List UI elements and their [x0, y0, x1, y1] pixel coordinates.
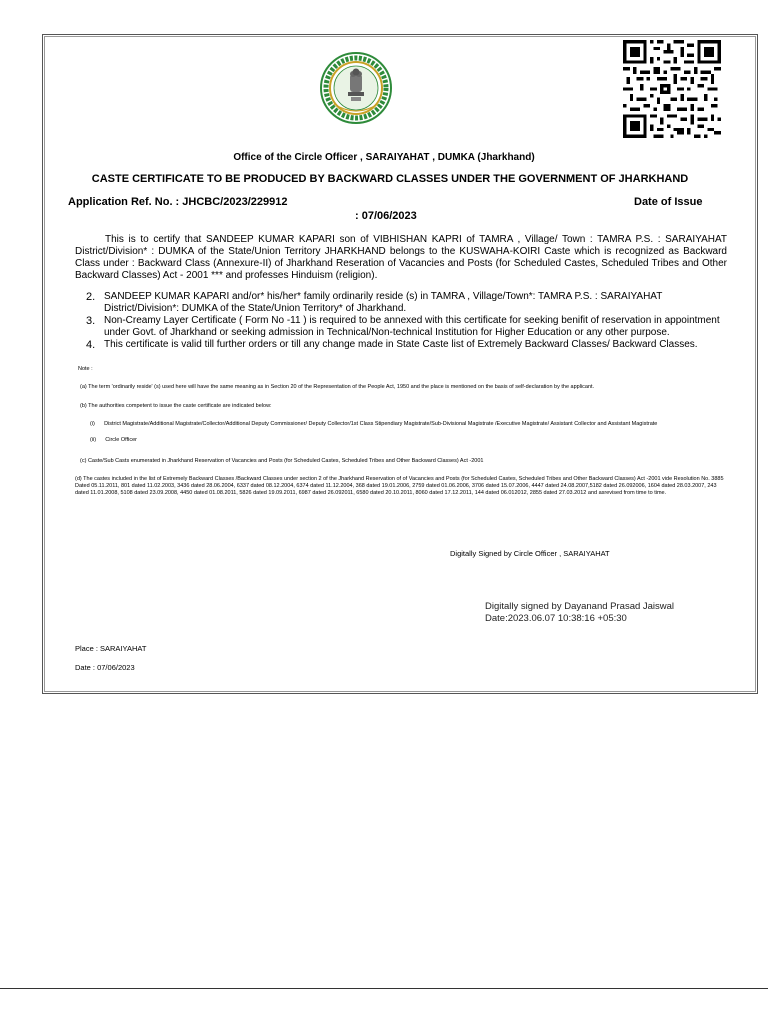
digitally-signed-by: Digitally Signed by Circle Officer , SARAIYAHAT: [450, 549, 610, 558]
note-b-i: [90, 421, 657, 428]
date-of-issue-label: Date of Issue: [634, 196, 703, 208]
note-b-i-number: (i): [90, 421, 95, 427]
clause-number: 4.: [86, 339, 96, 351]
application-ref: Application Ref. No. : JHCBC/2023/229912: [68, 196, 288, 208]
jharkhand-emblem-seal: [320, 52, 392, 124]
note-b: (b) The authorities competent to issue the caste certificate are indicated below:: [80, 403, 272, 409]
clause-number: 2.: [86, 291, 96, 303]
qr-code: [620, 40, 724, 138]
issue-date: Date : 07/06/2023: [75, 663, 135, 672]
clause-item: [86, 291, 726, 315]
note-b-i-text: District Magistrate/Additional Magistrate/Collector/Additional Deputy Commissioner/ Deputy Collector/1st Class Stipendiary Magistrate/Sub-Divisional Magistrate /Executive Magistrate/ Assistant Collector and Assistant Magistrate: [104, 421, 658, 427]
clause-number: 3.: [86, 315, 96, 327]
page-divider: [0, 988, 768, 989]
clause-item: [86, 315, 726, 339]
office-heading: Office of the Circle Officer , SARAIYAHAT , DUMKA (Jharkhand): [233, 152, 535, 163]
signer-name: Digitally signed by Dayanand Prasad Jaiswal: [485, 601, 675, 612]
note-b-ii-number: (ii): [90, 437, 97, 443]
clause-text: This certificate is valid till further orders or till any change made in State Caste list of Extremely Backward Classes/ Backward Classes.: [104, 339, 698, 350]
date-of-issue-value: : 07/06/2023: [355, 210, 417, 222]
clause-text: Non-Creamy Layer Certificate ( Form No -11 ) is required to be annexed with this certificate for seeking benifit of reservation in appointment under Govt. of Jharkhand or seeking admission in Technical/Non-technical Institution for Higher Education or any other purpose.: [104, 315, 720, 338]
note-a: (a) The term 'ordinarily reside' (s) used here will have the same meaning as in Section 20 of the Representation of the People Act, 1950 and the place is mentioned on the basis of self-declaration by the applicant.: [80, 384, 595, 390]
note-heading: Note :: [78, 366, 93, 372]
clause-text: SANDEEP KUMAR KAPARI and/or* his/her* family ordinarily reside (s) in TAMRA , Village/Town*: TAMRA P.S. : SARAIYAHAT District/Division*: DUMKA of the State/Union Territory* of Jharkhand.: [104, 291, 663, 314]
certificate-clauses: [86, 291, 726, 351]
signature-timestamp: Date:2023.06.07 10:38:16 +05:30: [485, 613, 627, 624]
note-d: (d) The castes included in the list of Extremely Backward Classes /Backward Classes under section 2 of the Jharkhand Reservation of of Vacancies and Posts (for Scheduled Castes, Scheduled Tribes and Other Backward Classes) Act -2001 vide Resolution No. 3885 Dated 05.11.2011, 801 dated 11.02.2003, 3436 dated 28.06.2004, 6337 dated 08.12.2004, 6374 dated 11.12.2004, 368 dated 19.01.2006, 2759 dated 01.06.2006, 3706 dated 15.07.2006, 4447 dated 24.08.2007,5182 dated 26.092006, 1604 dated 28.03.2007, 243 dated 11.01.2008, 5108 dated 23.09.2008, 4450 dated 01.08.2011, 5826 dated 19.09.2011, 6987 dated 26.092011, 6580 dated 20.10.2011, 8060 dated 17.12.2011, 144 dated 06.012012, 2855 dated 27.03.2012 and asrevised from time to time.: [75, 476, 724, 496]
note-c: (c) Caste/Sub Casts enumerated in Jharkhand Reservation of Vacancies and Posts (for Scheduled Castes, Scheduled Tribes and Other Backward Classes) Act -2001: [80, 458, 484, 464]
place: Place : SARAIYAHAT: [75, 644, 147, 653]
note-b-ii: [90, 437, 137, 444]
clause-item: [86, 339, 726, 351]
digital-signature-block: [485, 601, 674, 625]
certification-paragraph: This is to certify that SANDEEP KUMAR KAPARI son of VIBHISHAN KAPRI of TAMRA , Village/ Town : TAMRA P.S. : SARAIYAHAT District/Division* : DUMKA of the State/Union Territory JHARKHAND belongs to the KUSWAHA-KOIRI Caste which is recognized as Backward Class under : Backward Class (Annexure-II) of Jharkhand Reseration of Vacancies and Posts (for Scheduled Castes, Scheduled Tribes and Other Backward Classes) Act - 2001 *** and professes Hinduism (religion).: [75, 234, 727, 281]
certificate-title: CASTE CERTIFICATE TO BE PRODUCED BY BACKWARD CLASSES UNDER THE GOVERNMENT OF JHARKHAND: [91, 173, 689, 185]
note-b-ii-text: Circle Officer: [105, 437, 137, 443]
